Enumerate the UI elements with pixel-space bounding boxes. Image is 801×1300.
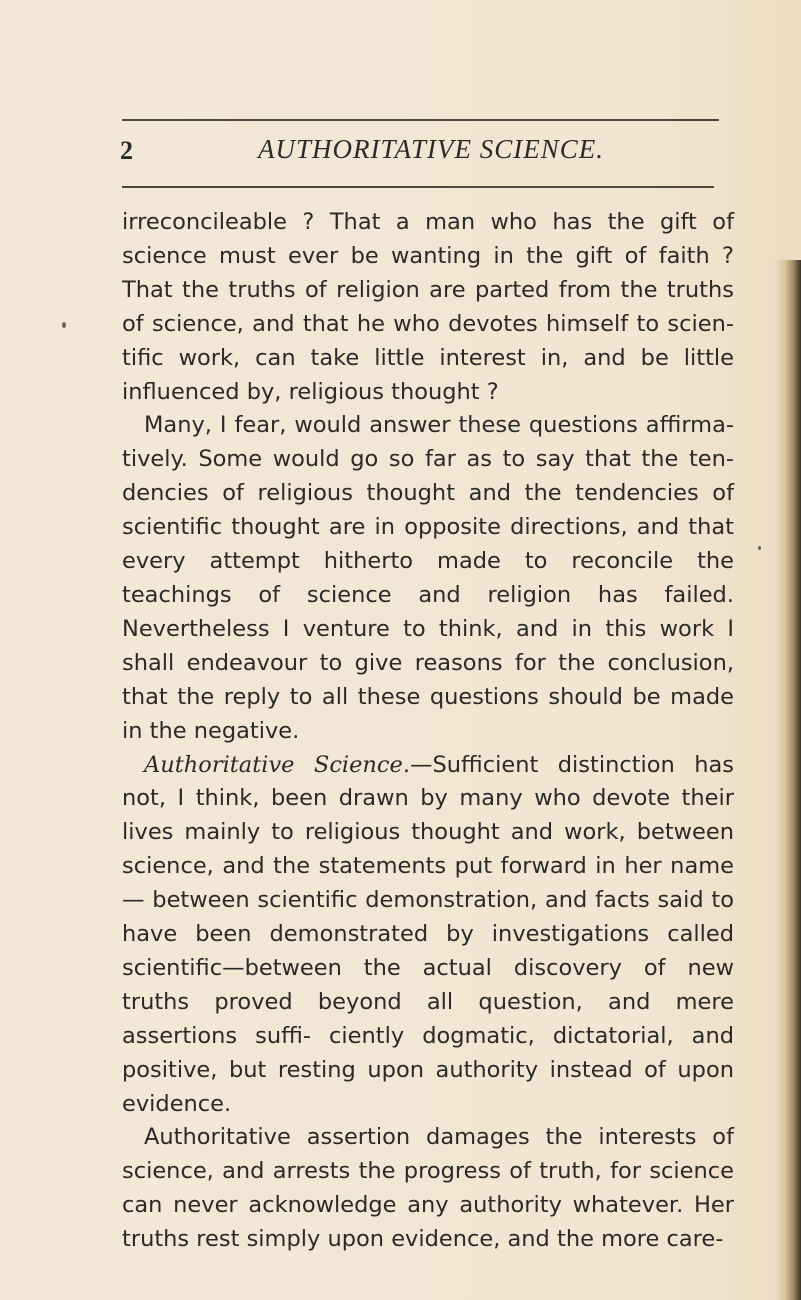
paragraph-3-text: —Sufficient distinction has not, I think, been drawn by many who devote their lives mainly to religious thought and work, between science, and the statements put forward in her name— between scientific demonstration, and facts said to have been demonstrated by investigations called scientific—between the actual discovery of new truths proved beyond all question, and mere assertions suffi- ciently dogmatic, dictatorial, and positive, but resting upon authority instead of upon evidence. <box>122 751 734 1117</box>
header-rule-top <box>122 119 719 121</box>
page-edge-shadow <box>775 260 801 1300</box>
running-head: AUTHORITATIVE SCIENCE. <box>258 134 604 164</box>
print-speck <box>758 546 761 550</box>
header-rule-bottom <box>122 186 714 188</box>
paragraph-2: Many, I fear, would answer these questions affirma- tively. Some would go so far as to say that the ten- dencies of religious thought and the tendencies of scientific thought are in opposite directions, and that every attempt hitherto made to reconcile the teachings of science and religion has failed. Nevertheless I venture to think, and in this work I shall endeavour to give reasons for the conclusion, that the reply to all these questions should be made in the negative. <box>122 412 734 744</box>
section-heading: Authoritative Science. <box>144 751 410 778</box>
body-text <box>122 206 734 1257</box>
print-speck <box>62 322 66 328</box>
paragraph-3 <box>122 749 734 1122</box>
paragraph-4: Authoritative assertion damages the interests of science, and arrests the progress of truth, for science can never acknowledge any authority whatever. Her truths rest simply upon evidence, and the more care- <box>122 1124 734 1253</box>
page-number: 2 <box>120 136 133 165</box>
paragraph-1: irreconcileable ? That a man who has the gift of science must ever be wanting in the gift of faith ? That the truths of religion are parted from the truths of science, and that he who devotes himself to scien- tific work, can take little interest in, and be little influenced by, religious thought ? <box>122 209 734 405</box>
